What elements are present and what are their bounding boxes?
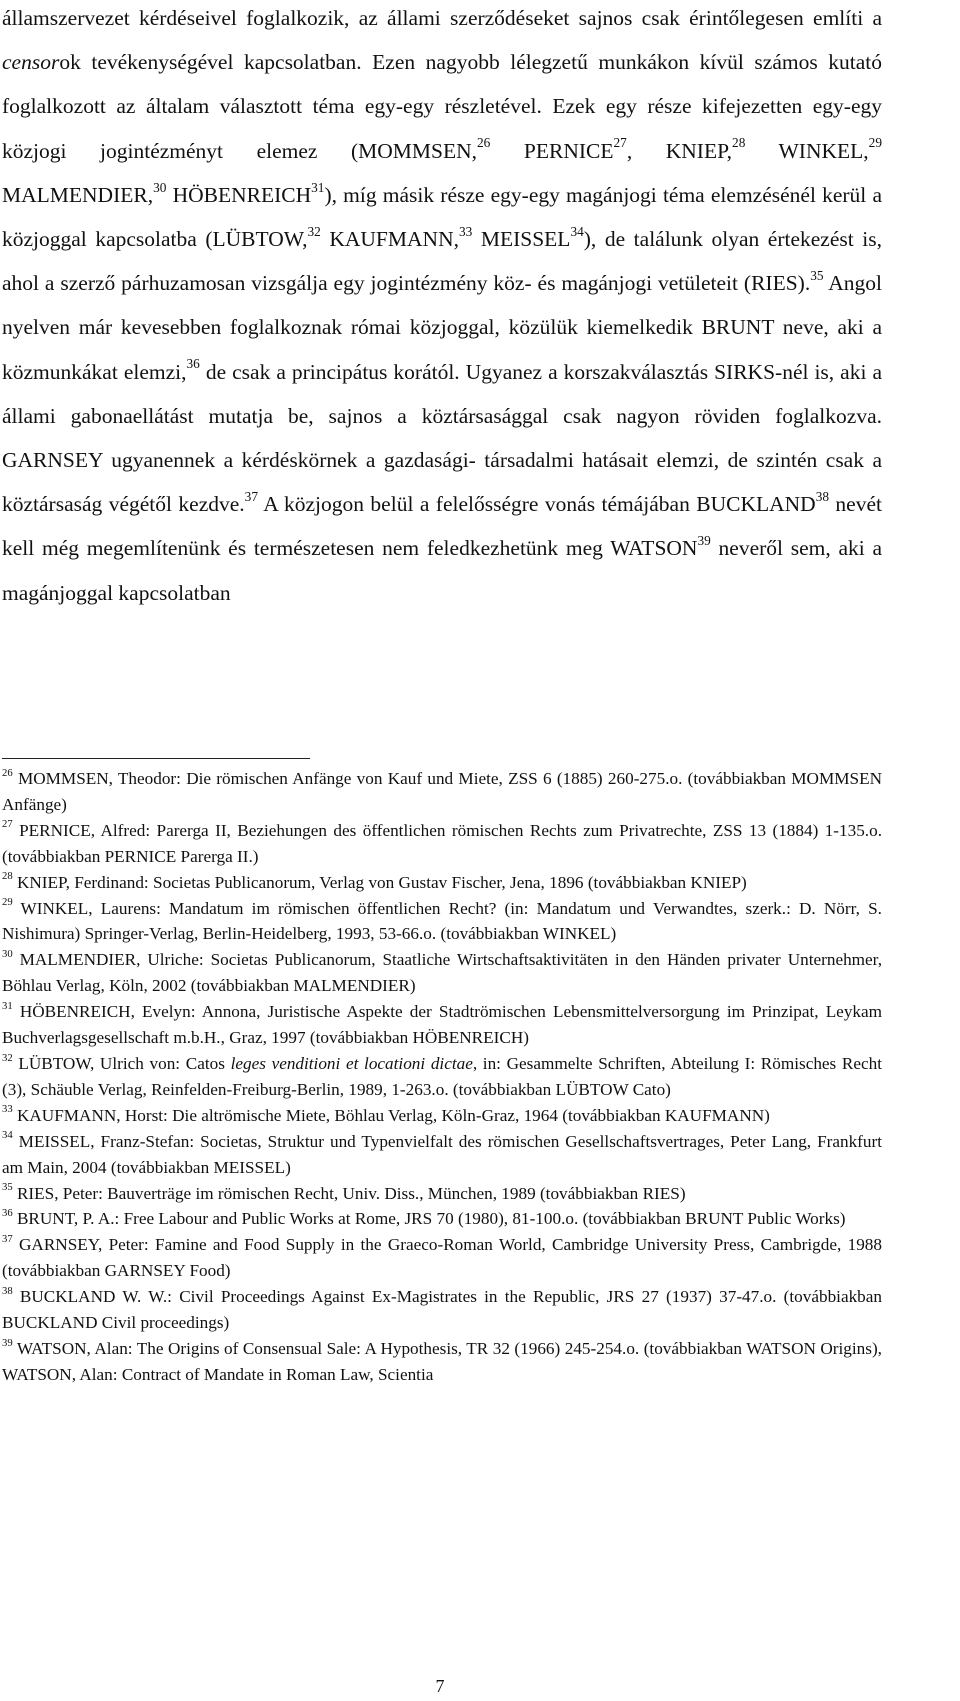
text-run: nevét kell még megemlítenünk és természetesen nem feledkezhetünk meg WATSON <box>2 492 882 561</box>
footnote-ref-34[interactable]: 34 <box>570 223 584 239</box>
footnote-number: 36 <box>2 1208 13 1220</box>
page-number: 7 <box>435 1676 445 1696</box>
emphasis-censor: censor <box>2 50 60 75</box>
footnote-ref-33[interactable]: 33 <box>458 223 473 239</box>
text-run: de csak a principátus korától. Ugyanez a korszakválasztás SIRKS-nél is, aki a állami gabonaellátást mutatja be, sajnos a köztársasággal csak nagyon röviden foglalkozva. GARNSEY ugyanennek a kérdéskörnek a gazdasági- társadalmi hatásait elemzi, de szintén csak a köztársaság végétől kezdve. <box>2 359 882 517</box>
footnote-text: BUCKLAND W. W.: Civil Proceedings Against Ex-Magistrates in the Republic, JRS 27 (1937) 37-47.o. (továbbiakban BUCKLAND Civil proceedings) <box>2 1287 883 1333</box>
footnote-ref-26[interactable]: 26 <box>477 135 491 151</box>
footnote-31 <box>2 999 882 1051</box>
footnote-text: RIES, Peter: Bauverträge im römischen Recht, Univ. Diss., München, 1989 (továbbiakban RIES) <box>16 1183 686 1203</box>
footnote-ref-30[interactable]: 30 <box>153 179 167 195</box>
text-run: Angol nyelven már kevesebben foglalkoznak római közjoggal, közülük kiemelkedik BRUNT neve, aki a közmunkákat elemzi, <box>2 271 882 384</box>
footnote-ref-31[interactable]: 31 <box>311 179 325 195</box>
footnote-number: 26 <box>2 767 13 779</box>
footnote-text: KNIEP, Ferdinand: Societas Publicanorum, Verlag von Gustav Fischer, Jena, 1896 (továbbiakban KNIEP) <box>16 872 747 892</box>
footnote-33 <box>2 1103 882 1129</box>
footnote-number: 28 <box>2 871 13 883</box>
text-run: ), de találunk olyan értekezést is, ahol a szerző párhuzamosan vizsgálja egy jogintézmény köz- és magánjogi vetületeit (RIES). <box>2 227 882 296</box>
footnote-number: 34 <box>2 1130 13 1142</box>
text-run: neveről sem, aki a magánjoggal kapcsolatban <box>2 536 882 605</box>
footnote-text: MOMMSEN, Theodor: Die römischen Anfänge von Kauf und Miete, ZSS 6 (1885) 260-275.o. (továbbiakban MOMMSEN Anfänge) <box>2 769 883 814</box>
footnote-34 <box>2 1129 882 1181</box>
footnote-ref-32[interactable]: 32 <box>307 223 321 239</box>
footnote-number: 29 <box>2 897 13 909</box>
footnote-number: 33 <box>2 1104 13 1116</box>
footnote-27 <box>2 818 882 870</box>
footnote-text: WATSON, Alan: The Origins of Consensual Sale: A Hypothesis, TR 32 (1966) 245-254.o. (továbbiakban WATSON Origins), WATSON, Alan: Contract of Mandate in Roman Law, Scientia <box>2 1338 882 1384</box>
footnote-ref-39[interactable]: 39 <box>697 533 711 549</box>
text-run: WINKEL, <box>745 138 869 163</box>
footnote-28 <box>2 870 882 896</box>
text-run: A közjogon belül a felelősségre vonás témájában BUCKLAND <box>258 492 816 517</box>
footnote-ref-29[interactable]: 29 <box>868 135 882 151</box>
text-run: PERNICE <box>490 138 614 163</box>
footnote-text: BRUNT, P. A.: Free Labour and Public Works at Rome, JRS 70 (1980), 81-100.o. (továbbiakban BRUNT Public Works) <box>16 1209 846 1229</box>
text-run: államszervezet kérdéseivel foglalkozik, az állami szerződéseket sajnos csak érintőlegesen említi a <box>2 6 882 30</box>
text-run: , KNIEP, <box>626 138 733 163</box>
text-run: ), míg másik része egy-egy magánjogi téma elemzésénél kerül a közjoggal kapcsolatba (LÜBTOW, <box>2 182 882 252</box>
footnote-32 <box>2 1051 882 1103</box>
footnote-38 <box>2 1284 882 1336</box>
footnote-number: 35 <box>2 1182 13 1194</box>
footnote-ref-35[interactable]: 35 <box>810 268 824 284</box>
footnote-ref-28[interactable]: 28 <box>732 135 746 151</box>
footnote-26 <box>2 766 882 818</box>
footnote-separator <box>2 758 310 759</box>
footnote-ref-38[interactable]: 38 <box>815 489 830 505</box>
footnote-36 <box>2 1206 882 1232</box>
text-run: MEISSEL <box>472 227 571 252</box>
footnote-37 <box>2 1232 882 1284</box>
footnote-number: 30 <box>2 949 13 961</box>
footnote-text: MEISSEL, Franz-Stefan: Societas, Struktur und Typenvielfalt des römischen Gesellschaftsvertrages, Peter Lang, Frankfurt am Main, 2004 (továbbiakban MEISSEL) <box>2 1131 883 1177</box>
footnote-text: , in: Gesammelte Schriften, Abteilung I: Römisches Recht (3), Schäuble Verlag, Reinfelden-Freiburg-Berlin, 1989, 1-263.o. (továbbiakban LÜBTOW Cato) <box>2 1053 882 1099</box>
footnote-text: HÖBENREICH, Evelyn: Annona, Juristische Aspekte der Stadtrömischen Lebensmittelversorgung im Prinzipat, Leykam Buchverlagsgesellschaft m.b.H., Graz, 1997 (továbbiakban HÖBENREICH) <box>2 1002 883 1048</box>
footnote-29 <box>2 896 882 948</box>
footnote-number: 32 <box>2 1052 13 1064</box>
footnote-number: 39 <box>2 1337 13 1349</box>
footnote-number: 27 <box>2 819 13 831</box>
text-run: MALMENDIER, <box>2 182 154 207</box>
footnote-text: PERNICE, Alfred: Parerga II, Beziehungen des öffentlichen römischen Rechts zum Privatrechte, ZSS 13 (1884) 1-135.o. (továbbiakban PERNICE Parerga II.) <box>2 820 882 866</box>
footnote-30 <box>2 947 882 999</box>
footnote-ref-27[interactable]: 27 <box>613 135 627 151</box>
footnote-ref-37[interactable]: 37 <box>244 489 258 505</box>
footnote-39 <box>2 1336 882 1388</box>
footnote-italic-title: leges venditioni et locationi dictae <box>230 1053 473 1073</box>
footnote-number: 37 <box>2 1233 13 1245</box>
footnote-text: KAUFMANN, Horst: Die altrömische Miete, Böhlau Verlag, Köln-Graz, 1964 (továbbiakban KAUFMANN) <box>16 1105 770 1125</box>
text-run: HÖBENREICH <box>166 182 312 207</box>
text-run: KAUFMANN, <box>320 227 459 252</box>
footnotes-section <box>2 766 882 1388</box>
footnote-35 <box>2 1181 882 1207</box>
footnote-text: WINKEL, Laurens: Mandatum im römischen öffentlichen Recht? (in: Mandatum und Verwandtes, szerk.: D. Nörr, S. Nishimura) Springer-Verlag, Berlin-Heidelberg, 1993, 53-66.o. (továbbiakban WINKEL) <box>2 898 882 944</box>
footnote-number: 31 <box>2 1000 13 1012</box>
footnote-number: 38 <box>2 1285 13 1297</box>
footnote-ref-36[interactable]: 36 <box>186 356 200 372</box>
footnote-text: GARNSEY, Peter: Famine and Food Supply in the Graeco-Roman World, Cambridge University Press, Cambrigde, 1988 (továbbiakban GARNSEY Food) <box>2 1235 882 1281</box>
footnote-text: MALMENDIER, Ulriche: Societas Publicanorum, Staatliche Wirtschaftsaktivitäten in den Händen privater Unternehmer, Böhlau Verlag, Köln, 2002 (továbbiakban MALMENDIER) <box>2 950 883 996</box>
footnote-text: LÜBTOW, Ulrich von: Catos <box>18 1053 231 1073</box>
text-run: ok tevékenységével kapcsolatban. Ezen nagyobb lélegzetű munkákon kívül számos kutató foglalkozott az általam választott téma egy-egy részletével. Ezek egy része kifejezetten egy-egy közjogi jogintézményt elemez (MOMMSEN, <box>2 50 882 163</box>
body-paragraph <box>2 0 882 615</box>
